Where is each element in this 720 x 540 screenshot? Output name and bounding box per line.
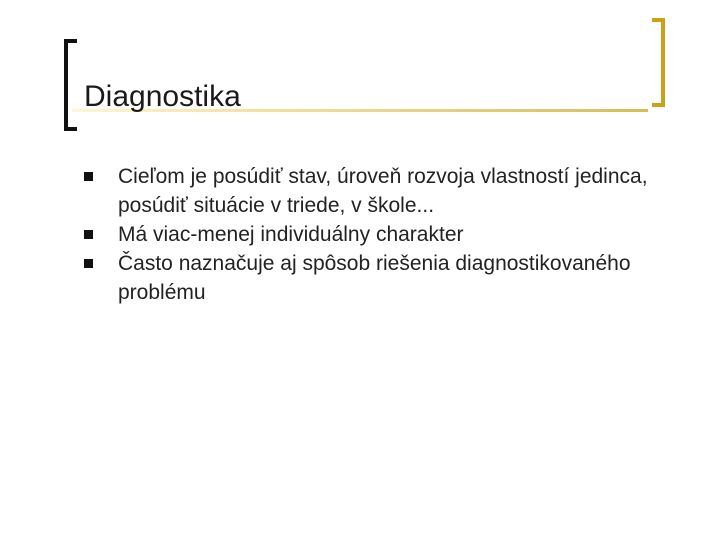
square-bullet-icon <box>84 259 93 268</box>
left-bracket-decoration <box>64 39 77 131</box>
bullet-list <box>84 162 684 307</box>
bullet-text: Často naznačuje aj spôsob riešenia diagnostikovaného problému <box>118 252 631 304</box>
square-bullet-icon <box>84 172 93 181</box>
right-bracket-decoration <box>652 18 665 107</box>
bullet-item <box>84 249 684 307</box>
slide-title: Diagnostika <box>84 80 241 113</box>
bullet-text: Cieľom je posúdiť stav, úroveň rozvoja vlastností jedinca, posúdiť situácie v triede, v škole... <box>118 165 648 217</box>
bullet-item <box>84 162 684 220</box>
bullet-item <box>84 220 684 249</box>
square-bullet-icon <box>84 230 93 239</box>
bullet-text: Má viac-menej individuálny charakter <box>118 223 464 246</box>
